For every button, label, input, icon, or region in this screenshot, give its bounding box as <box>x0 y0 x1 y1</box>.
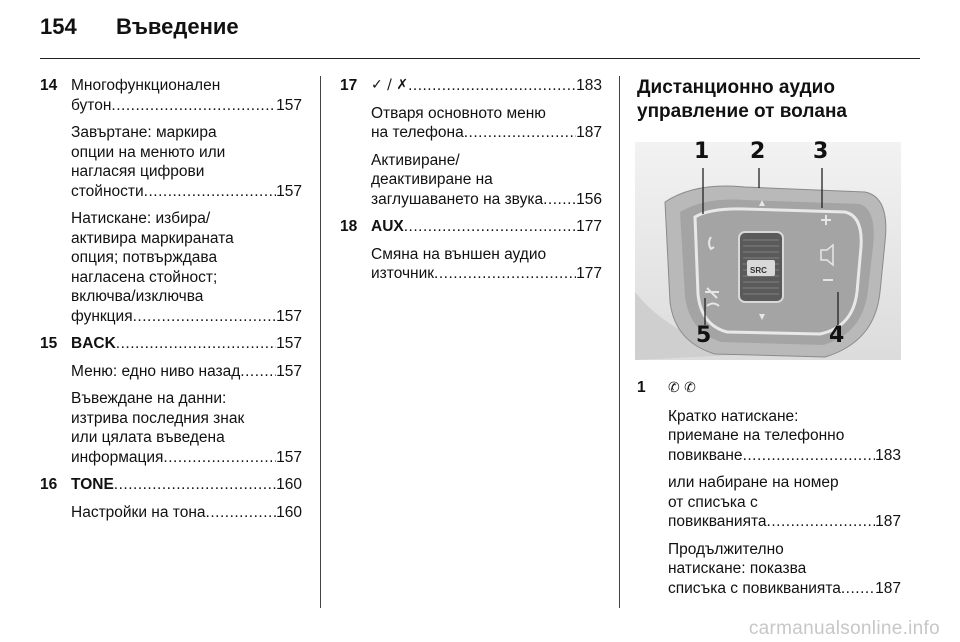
entry-number: 1 <box>637 379 646 396</box>
column-divider-1 <box>320 76 321 608</box>
page-title: Въведение <box>116 14 239 39</box>
phone-icons: ✆ ✆ <box>668 380 696 396</box>
text-line: опции на менюто или <box>71 143 226 161</box>
text-line: функция <box>71 307 133 325</box>
text-line: Завъртане: маркира <box>71 124 217 141</box>
page-ref[interactable]: 187 <box>875 579 901 597</box>
column-2 <box>340 76 602 292</box>
text-line: Меню: едно ниво назад <box>71 362 241 380</box>
text-line: списъка с повикванията <box>668 579 841 597</box>
callout-1: 1 <box>694 139 710 164</box>
text-line: Натискане: избира/ <box>71 210 211 227</box>
section-title-line: Дистанционно аудио <box>637 77 835 98</box>
text-line: стойности <box>71 182 144 200</box>
entry-number: 14 <box>40 77 58 94</box>
steering-wheel-illustration <box>635 139 901 360</box>
watermark: carmanualsonline.info <box>748 618 940 639</box>
entry-number: 15 <box>40 335 58 352</box>
text-line: приемане на телефонно <box>668 427 845 444</box>
callout-4: 4 <box>829 323 845 348</box>
text-line: или цялата въведена <box>71 429 225 446</box>
entry-18 <box>340 217 602 284</box>
callout-3: 3 <box>813 139 829 164</box>
steering-wheel-controls-photo <box>635 139 901 360</box>
page-ref[interactable]: 160 <box>276 476 302 493</box>
text-line: Активиране/ <box>371 151 460 169</box>
text-line: Продължително <box>668 540 784 558</box>
header-rule <box>40 58 920 59</box>
entry-title: AUX <box>371 218 404 235</box>
text-line: нагласена стойност; <box>71 268 218 286</box>
page-header <box>40 14 239 40</box>
page-number: 154 <box>40 14 77 39</box>
page-ref[interactable]: 156 <box>576 190 602 208</box>
entry-number: 18 <box>340 218 358 235</box>
text-line: Въвеждане на данни: <box>71 390 227 407</box>
text-line: Настройки на тона <box>71 503 206 521</box>
entry-17 <box>340 76 602 209</box>
text-line: активира маркираната <box>71 229 234 247</box>
entry-16 <box>40 475 302 522</box>
entry-title: TONE <box>71 476 114 493</box>
text-line: повикване <box>668 446 743 464</box>
entry-15 <box>40 334 302 467</box>
entry-14 <box>40 76 302 326</box>
text-line: опция; потвърждава <box>71 249 218 266</box>
callout-5: 5 <box>696 323 712 348</box>
text-line: Кратко натискане: <box>668 407 799 425</box>
phone-mute-icons: ✓ / ✗ <box>371 77 409 93</box>
page-ref[interactable]: 160 <box>276 503 302 521</box>
section-title <box>637 76 901 124</box>
entry-number: 17 <box>340 77 358 94</box>
callout-2: 2 <box>750 139 766 164</box>
text-line: изтрива последния знак <box>71 409 245 427</box>
text-line: нагласяя цифрови <box>71 163 205 180</box>
entry-title-line: Многофункционален <box>71 77 221 94</box>
text-line: повикванията <box>668 513 767 530</box>
text-line: или набиране на номер <box>668 474 839 491</box>
text-line: Отваря основното меню <box>371 104 546 122</box>
page-ref[interactable]: 177 <box>576 218 602 235</box>
text-line: от списъка с <box>668 493 758 511</box>
page-ref[interactable]: 187 <box>875 513 901 530</box>
entry-title: BACK <box>71 335 116 352</box>
page-ref[interactable]: 157 <box>276 335 302 352</box>
section-title-line: управление от волана <box>637 101 847 122</box>
page-ref[interactable]: 157 <box>276 307 302 325</box>
text-line: натискане: показва <box>668 560 807 577</box>
text-line: на телефона <box>371 124 464 141</box>
entry-title-line: бутон <box>71 96 112 114</box>
page-ref[interactable]: 157 <box>276 448 302 466</box>
entry-1 <box>637 378 901 598</box>
page-ref[interactable]: 157 <box>276 96 302 114</box>
page-ref[interactable]: 183 <box>576 77 602 94</box>
column-3 <box>637 76 901 606</box>
text-line: източник <box>371 265 435 282</box>
column-divider-2 <box>619 76 620 608</box>
text-line: информация <box>71 448 164 466</box>
entry-number: 16 <box>40 476 58 493</box>
text-line: заглушаването на звука <box>371 190 544 208</box>
column-1 <box>40 76 302 530</box>
text-line: деактивиране на <box>371 171 493 188</box>
text-line: включва/изключва <box>71 288 204 305</box>
page-ref[interactable]: 157 <box>276 182 302 200</box>
src-label: SRC <box>750 266 767 275</box>
page-ref[interactable]: 157 <box>276 362 302 380</box>
page-ref[interactable]: 183 <box>875 446 901 464</box>
page-ref[interactable]: 177 <box>576 265 602 282</box>
text-line: Смяна на външен аудио <box>371 245 547 263</box>
page-ref[interactable]: 187 <box>576 124 602 141</box>
